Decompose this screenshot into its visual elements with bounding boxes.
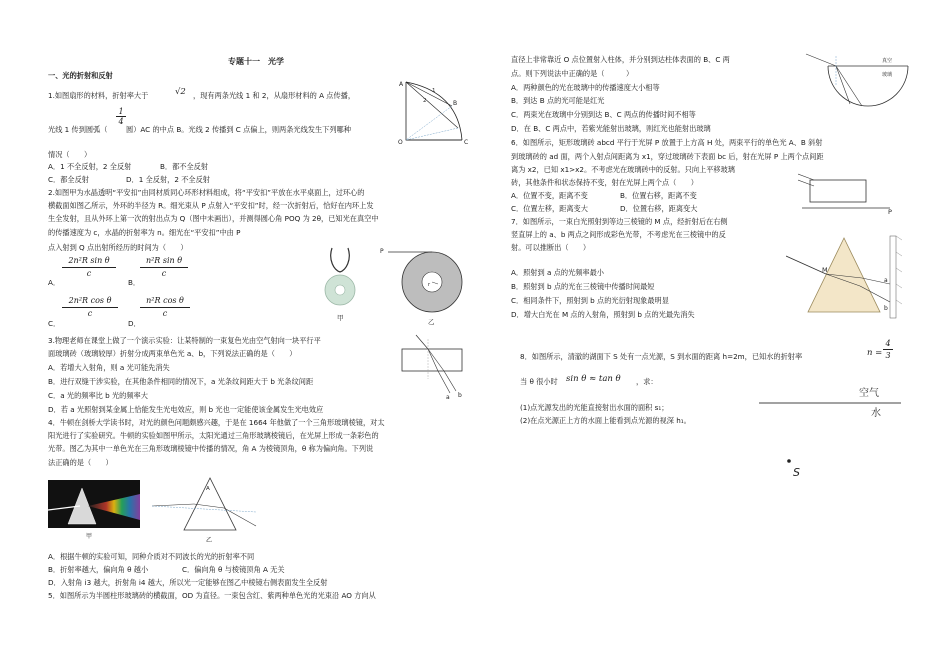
q8-fig-air: 空气 — [859, 388, 879, 399]
q5-option-d: D．在 B、C 两点中，若紫光能射出玻璃，则红光也能射出玻璃 — [511, 124, 711, 133]
q4-fig-yi: 乙 — [206, 537, 213, 544]
q7-line2: 竖直屏上的 a、b 两点之间形成彩色光带，不考虑光在三棱镜中的反 — [511, 230, 726, 239]
q3-option-b: B．进行双缝干涉实验，在其他条件相同的情况下，a 光条纹间距大于 b 光条纹间距 — [48, 377, 314, 386]
q1-fig-label-1: 1 — [432, 88, 436, 94]
q8-line2b: ，求： — [636, 377, 658, 386]
q1-frac-num: 1 — [118, 107, 124, 116]
q7-option-c: C．相同条件下，照射到 b 点的光衍射现象最明显 — [511, 296, 669, 305]
q2-fig-p: P — [380, 248, 384, 255]
q6-line2: 到玻璃砖的 ad 面，两个入射点间距离为 x1，穿过玻璃砖下表面 bc 后，射在光屏 P 上两个点间距 — [511, 152, 824, 161]
q7-fig-m: M — [822, 266, 828, 274]
q4-line4: 法正确的是（ ） — [48, 458, 113, 467]
q2-option-c-expr — [62, 295, 118, 320]
q6-option-c: C．位置左移，距离变大 — [511, 204, 588, 213]
q1-sqrt2: √2 — [175, 87, 186, 97]
q1-option-c: C．都全反射 — [48, 175, 89, 184]
q3-option-d: D．若 a 光照射到某金属上恰能发生光电效应，则 b 光也一定能使该金属发生光电效应 — [48, 405, 324, 414]
q5-line2: 直径上非常靠近 O 点位置射入柱体，并分别到达柱体表面的 B、C 两 — [511, 55, 730, 64]
q2-fig-yi: 乙 — [428, 318, 435, 326]
q7-option-a: A．照射到 a 点的光频率最小 — [511, 268, 604, 277]
q2-option-b-label: B． — [128, 278, 141, 287]
q6-option-b: B．位置右移，距离不变 — [620, 191, 697, 200]
section-heading: 一、光的折射和反射 — [48, 71, 113, 80]
q3-line1: 3.物理老师在课堂上做了一个演示实验：让某特制的一束复色光由空气射向一块平行平 — [48, 336, 321, 345]
q6-line3: 离为 x2，已知 x1>x2。不考虑光在玻璃砖中的反射。只向上平移玻璃 — [511, 165, 735, 174]
q2-option-d-den: c — [140, 307, 190, 320]
q4-fig-a-label: A — [206, 486, 210, 492]
q5-option-a: A．两种颜色的光在玻璃中的传播速度大小相等 — [511, 83, 660, 92]
q2-option-a-expr — [62, 255, 116, 280]
q3-line2: 面玻璃砖（玻璃较厚）折射分成两束单色光 a、b，下列说法正确的是（ ） — [48, 349, 297, 358]
q8-fig-s: S — [793, 466, 800, 478]
q1-line1b: ，现有两条光线 1 和 2，从扇形材料的 A 点传播， — [193, 91, 356, 100]
q4-option-a: A．根据牛顿的实验可知，同种介质对不同波长的光的折射率不同 — [48, 552, 255, 561]
q6-option-d: D．位置右移，距离变大 — [620, 204, 698, 213]
q1-option-a: A．1 不全反射，2 全反射 — [48, 162, 132, 171]
q2-option-a-den: c — [62, 267, 116, 280]
q2-option-b-num: n²R sin θ — [145, 256, 183, 265]
q4-fig-jia: 甲 — [86, 533, 93, 540]
q4-option-b: B．折射率越大，偏向角 θ 越小 — [48, 565, 149, 574]
q2-option-b-expr — [140, 255, 188, 280]
q3-glass-figure — [398, 333, 470, 403]
q8-line2a: 当 θ 很小时 — [520, 377, 558, 386]
q2-option-b-den: c — [140, 267, 188, 280]
q1-fig-label-b: B — [453, 100, 458, 107]
q1-fig-label-o: O — [398, 139, 403, 146]
q5-line1: 5．如图所示为半圆柱形玻璃砖的横截面，OD 为直径。一束包含红、紫两种单色光的光束沿 AO 方向从 — [48, 591, 376, 600]
q3-fig-a: a — [446, 394, 450, 401]
q2-fig-r: r — [428, 282, 431, 288]
q2-line5: 点入射到 Q 点出射所经历的时间为（ ） — [48, 243, 188, 252]
q1-line2b: 圆）AC 的中点 B。光线 2 传播到 C 点偏上，则两条光线发生下列哪种 — [126, 125, 351, 134]
q2-option-d-num: n²R cos θ — [146, 296, 184, 305]
q4-line2: 阳光进行了实验研究。牛顿的实验如图甲所示，太阳光通过三角形玻璃棱镜后，在光屏上形成一条彩色的 — [48, 431, 379, 440]
q6-glass-block-figure — [798, 172, 898, 216]
q4-line1: 4．牛顿在剑桥大学读书时，对光的颜色问题颇感兴趣，于是在 1664 年他做了一个三角形玻璃棱镜，对太 — [48, 418, 385, 427]
q1-line2a: 光线 1 传到圆弧（ — [48, 125, 108, 134]
q2-fig-jia: 甲 — [337, 314, 344, 322]
q5-fig-air: 真空 — [882, 58, 893, 64]
q4-line3: 光带。图乙为其中一单色光在三角形玻璃棱镜中传播的情况，角 A 为棱镜顶角，θ 称为偏向角。下列说 — [48, 444, 374, 453]
q3-fig-b: b — [458, 392, 462, 399]
q1-line1a: 1.如图扇形的材料，折射率大于 — [48, 91, 149, 100]
q1-fig-label-2: 2 — [423, 98, 427, 104]
q8-part2: (2)在点光源正上方的水面上能看到点光源的视深 h₁。 — [520, 416, 691, 425]
q4-figures — [48, 474, 268, 544]
q8-line1: 8．如图所示，清澈的湖面下 S 处有一点光源，S 到水面的距离 h=2m，已知水的折射率 — [520, 352, 803, 361]
q2-line2: 横截面如图乙所示，外环的半径为 R。细光束从 P 点射入“平安扣”时，经一次折射后，恰好在内环上发 — [48, 201, 374, 210]
q6-fig-p: P — [888, 208, 892, 216]
page-title: 专题十一 光学 — [228, 57, 284, 66]
q7-fig-b: b — [884, 305, 888, 312]
q7-line1: 7．如图所示，一束白光照射到等边三棱镜的 M 点，经折射后在右侧 — [511, 217, 728, 226]
q1-option-d: D．1 全反射，2 不全反射 — [126, 175, 210, 184]
q4-option-d: D．入射角 i3 越大，折射角 i4 越大，所以光一定能够在图乙中棱镜右侧表面发生全反射 — [48, 578, 328, 587]
q3-option-a: A．若增大入射角，则 a 光可能先消失 — [48, 363, 170, 372]
q5-option-c: C．两束光在玻璃中分别到达 B、C 两点的传播时间不相等 — [511, 110, 696, 119]
q1-fig-label-a: A — [399, 81, 404, 88]
q2-option-c-den: c — [62, 307, 118, 320]
q5-semicircle-figure — [800, 52, 910, 112]
q7-option-d: D．增大白光在 M 点的入射角，照射到 b 点的光最先消失 — [511, 310, 695, 319]
q2-line1: 2.如图甲为水晶透明“平安扣”由同材质同心环形材料组成，将“平安扣”平放在水平桌面上，过环心的 — [48, 188, 365, 197]
q8-fig-water: 水 — [871, 408, 881, 419]
q2-line3: 生全发射，且从外环上第一次的射出点为 Q（图中未画出），并测得圆心角 POQ 为 2θ，已知光在真空中 — [48, 214, 379, 223]
q8-n-num: 4 — [885, 339, 891, 348]
q2-option-d-label: D． — [128, 319, 141, 328]
q2-option-a-label: A． — [48, 278, 61, 287]
q2-option-d-expr — [140, 295, 190, 320]
q2-option-c-num: 2n²R cos θ — [68, 296, 112, 305]
q5-line3: 点。则下列说法中正确的是（ ） — [511, 69, 634, 78]
q7-option-b: B．照射到 b 点的光在三棱镜中传播时间最短 — [511, 282, 655, 291]
q8-approx: sin θ ≈ tan θ — [566, 374, 621, 384]
q8-lake-figure — [755, 378, 905, 478]
q8-n-den: 3 — [883, 349, 893, 361]
q1-fraction — [116, 107, 126, 126]
q3-option-c: C．a 光的频率比 b 光的频率大 — [48, 391, 148, 400]
q2-option-c-label: C． — [48, 319, 61, 328]
q8-n-lhs: n = — [867, 348, 883, 358]
q1-option-b: B．都不全反射 — [160, 162, 209, 171]
q6-line1: 6．如图所示，矩形玻璃砖 abcd 平行于光屏 P 放置于上方高 H 处，两束平行的单色光 A、B 斜射 — [511, 138, 823, 147]
q7-line3: 射。可以推断出（ ） — [511, 243, 591, 252]
q2-line4: 的传播速度为 c，水晶的折射率为 n。细光在“平安扣”中由 P — [48, 228, 241, 237]
q1-line3: 情况（ ） — [48, 150, 92, 159]
q8-part1: (1)点光源发出的光能直接射出水面的面积 s₁； — [520, 403, 669, 412]
q5-fig-glass: 玻璃 — [882, 72, 893, 78]
q7-fig-a: a — [884, 277, 888, 284]
q6-line4: 砖，其他条件和状态保持不变，射在光屏上两个点（ ） — [511, 178, 698, 187]
q1-fig-label-c: C — [464, 139, 469, 146]
q7-prism-figure — [786, 232, 906, 322]
q2-figures — [310, 240, 470, 330]
q1-sector-figure — [396, 78, 476, 148]
q5-option-b: B．到达 B 点的光可能是红光 — [511, 96, 605, 105]
q8-n-fraction — [883, 338, 893, 361]
q6-option-a: A．位置不变，距离不变 — [511, 191, 588, 200]
q1-frac-den: 4 — [116, 116, 126, 126]
q2-option-a-num: 2n²R sin θ — [68, 256, 110, 265]
q4-option-c: C．偏向角 θ 与棱镜顶角 A 无关 — [182, 565, 285, 574]
